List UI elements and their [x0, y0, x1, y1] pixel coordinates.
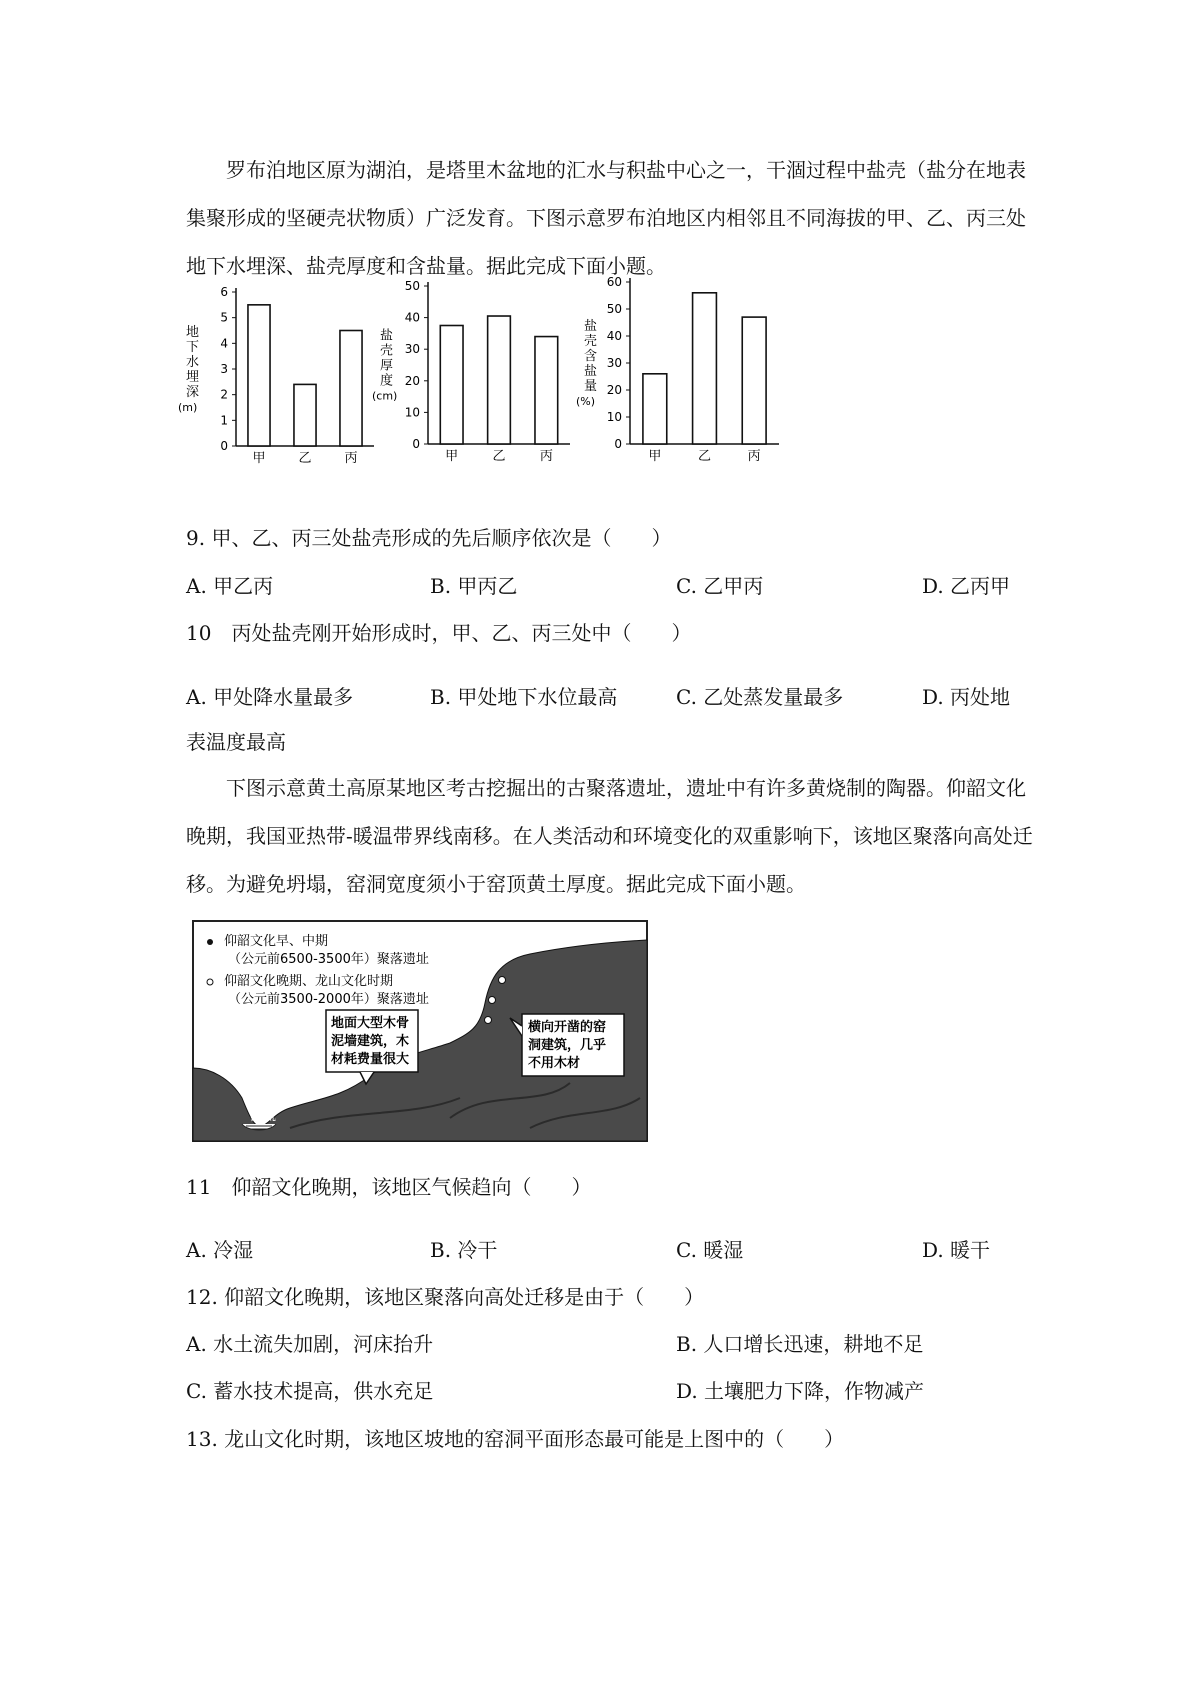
question-10-option-b[interactable]: B. 甲处地下水位最高	[430, 685, 618, 709]
y-tick-label: 60	[606, 275, 622, 289]
y-axis-label: 盐壳含盐量(%)	[576, 319, 598, 408]
x-tick-label: 丙	[539, 449, 553, 464]
question-10-option-a[interactable]: A. 甲处降水量最多	[186, 685, 354, 709]
y-tick-label: 40	[606, 329, 622, 343]
question-13-stem: 13. 龙山文化时期，该地区坡地的窑洞平面形态最可能是上图中的（ ）	[186, 1427, 845, 1451]
y-tick-label: 50	[606, 302, 622, 316]
river-label: 河流	[250, 1109, 277, 1124]
x-tick-label: 丙	[747, 449, 761, 464]
question-12-option-d[interactable]: D. 土壤肥力下降，作物减产	[676, 1379, 925, 1403]
question-11-option-c[interactable]: C. 暖湿	[676, 1238, 744, 1262]
y-tick-label: 0	[412, 437, 420, 451]
legend-early-line1: 仰韶文化早、中期	[224, 934, 329, 949]
y-tick-label: 30	[606, 356, 622, 370]
callout2-line2: 洞建筑，几乎	[528, 1038, 607, 1053]
y-axis-label: 盐壳厚度(cm)	[372, 328, 398, 403]
question-9-option-b[interactable]: B. 甲丙乙	[430, 574, 518, 598]
question-11-option-a[interactable]: A. 冷湿	[186, 1238, 254, 1262]
legend-late-line1: 仰韶文化晚期、龙山文化时期	[224, 974, 394, 989]
y-tick-label: 4	[220, 336, 228, 351]
x-tick-label: 甲	[648, 449, 662, 464]
passage-luobupo: 罗布泊地区原为湖泊，是塔里木盆地的汇水与积盐中心之一，干涸过程中盐壳（盐分在地表集聚形成的坚硬壳状物质）广泛发育。下图示意罗布泊地区内相邻且不同海拔的甲、乙、丙三处地下水埋深、盐壳厚度和含盐量。据此完成下面小题。	[186, 158, 1026, 278]
callout2-line1: 横向开凿的窑	[528, 1020, 607, 1035]
question-9-stem: 9. 甲、乙、丙三处盐壳形成的先后顺序依次是（ ）	[186, 526, 672, 550]
bar-甲	[643, 374, 667, 444]
callout2-line3: 不用木材	[528, 1056, 581, 1071]
y-tick-label: 10	[606, 410, 622, 424]
question-9-option-d[interactable]: D. 乙丙甲	[922, 574, 1011, 598]
x-tick-label: 乙	[492, 449, 506, 464]
x-tick-label: 乙	[298, 451, 312, 466]
y-tick-label: 30	[404, 342, 420, 357]
question-10-option-d-continuation: 表温度最高	[186, 730, 286, 754]
y-tick-label: 2	[220, 387, 228, 402]
question-9-option-a[interactable]: A. 甲乙丙	[186, 574, 274, 598]
question-12-option-b[interactable]: B. 人口增长迅速，耕地不足	[676, 1332, 924, 1356]
bar-丙	[340, 331, 362, 447]
bar-乙	[693, 293, 717, 444]
passage-loess-plateau: 下图示意黄土高原某地区考古挖掘出的古聚落遗址，遗址中有许多黄烧制的陶器。仰韶文化晚期，我国亚热带-暖温带界线南移。在人类活动和环境变化的双重影响下，该地区聚落向高处迁移。为避免坍塌，窑洞宽度须小于窑顶黄土厚度。据此完成下面小题。	[186, 776, 1033, 896]
late-settlement-dot	[485, 1017, 492, 1024]
late-settlement-dot	[499, 977, 506, 984]
y-tick-label: 3	[220, 362, 228, 376]
y-tick-label: 6	[220, 285, 228, 299]
bar-乙	[294, 384, 316, 446]
bar-丙	[742, 317, 766, 444]
bar-乙	[488, 316, 511, 444]
legend-hollow-dot	[207, 979, 213, 985]
x-tick-label: 甲	[445, 449, 459, 464]
y-tick-label: 20	[404, 373, 420, 388]
legend-filled-dot	[207, 939, 213, 945]
y-tick-label: 10	[404, 405, 420, 420]
bar-chart-salt-crust-thickness	[370, 276, 580, 466]
bar-甲	[248, 305, 270, 446]
settlement-cross-section-diagram	[190, 918, 650, 1144]
y-tick-label: 0	[614, 437, 622, 451]
y-tick-label: 1	[220, 413, 228, 428]
bar-甲	[440, 326, 463, 445]
y-tick-label: 20	[606, 383, 622, 397]
question-11-option-d[interactable]: D. 暖干	[922, 1238, 991, 1262]
y-tick-label: 5	[220, 310, 228, 325]
question-12-stem: 12. 仰韶文化晚期，该地区聚落向高处迁移是由于（ ）	[186, 1285, 705, 1309]
y-tick-label: 0	[220, 439, 228, 453]
question-10-option-d[interactable]: D. 丙处地	[922, 685, 1011, 709]
x-tick-label: 丙	[344, 451, 358, 466]
x-tick-label: 乙	[697, 449, 712, 464]
question-10-option-c[interactable]: C. 乙处蒸发量最多	[676, 685, 844, 709]
x-tick-label: 甲	[252, 451, 266, 466]
bar-chart-salt-content	[574, 268, 789, 466]
y-axis-label: 地下水埋深(m)	[178, 325, 200, 414]
question-9-option-c[interactable]: C. 乙甲丙	[676, 574, 764, 598]
y-tick-label: 40	[404, 310, 420, 325]
bar-丙	[535, 337, 558, 444]
question-12-option-a[interactable]: A. 水土流失加剧，河床抬升	[186, 1332, 434, 1356]
question-10-stem: 10 丙处盐壳刚开始形成时，甲、乙、丙三处中（ ）	[186, 621, 692, 645]
callout1-line2: 泥墙建筑，木	[331, 1034, 410, 1049]
callout1-line3: 材耗费量很大	[331, 1052, 410, 1067]
callout1-line1: 地面大型木骨	[331, 1016, 410, 1031]
question-11-option-b[interactable]: B. 冷干	[430, 1238, 498, 1262]
legend-early-line2: （公元前6500-3500年）聚落遗址	[228, 952, 429, 967]
question-11-stem: 11 仰韶文化晚期，该地区气候趋向（ ）	[186, 1175, 592, 1199]
legend-late-line2: （公元前3500-2000年）聚落遗址	[228, 992, 429, 1007]
late-settlement-dot	[489, 997, 496, 1004]
bar-chart-groundwater-depth	[176, 276, 386, 466]
question-12-option-c[interactable]: C. 蓄水技术提高，供水充足	[186, 1379, 434, 1403]
y-tick-label: 50	[404, 279, 420, 293]
